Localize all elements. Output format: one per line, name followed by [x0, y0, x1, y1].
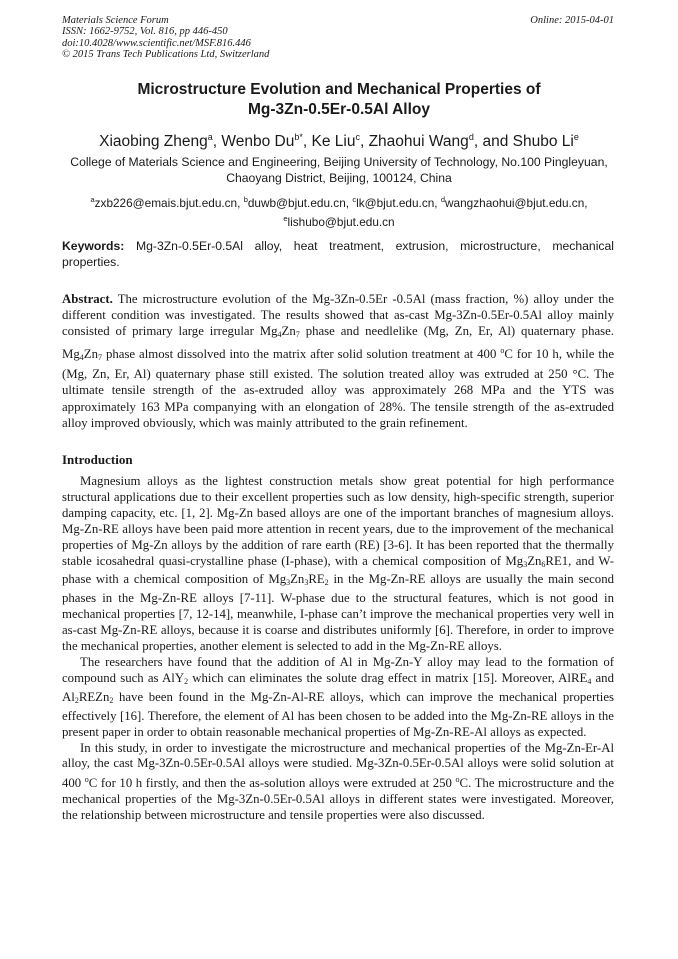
author-name: Xiaobing Zheng — [99, 133, 208, 150]
keywords-label: Keywords: — [62, 239, 125, 253]
author-marker: e — [573, 132, 579, 142]
email-link[interactable]: lishubo@bjut.edu.cn — [287, 215, 395, 229]
copyright-line: © 2015 Trans Tech Publications Ltd, Switzerland — [62, 48, 270, 60]
keywords-text: Mg-3Zn-0.5Er-0.5Al alloy, heat treatment, extrusion, microstructure, mechanical properties. — [62, 239, 614, 269]
email-link[interactable]: duwb@bjut.edu.cn — [247, 196, 346, 210]
email-link[interactable]: lk@bjut.edu.cn — [356, 196, 435, 210]
author-name: Zhaohui Wang — [368, 133, 469, 150]
email-link[interactable]: wangzhaohui@bjut.edu.cn — [445, 196, 585, 210]
introduction-body — [62, 474, 614, 824]
author-name: Ke Liu — [311, 133, 356, 150]
issn-line: ISSN: 1662-9752, Vol. 816, pp 446-450 — [62, 26, 228, 38]
affiliation: College of Materials Science and Engineering, Beijing University of Technology, No.100 Pingleyuan, Chaoyang District, Beijing, 100124, China — [70, 155, 608, 185]
author-name: Shubo Li — [512, 133, 574, 150]
email-list: $^a$zxb226@emais.bjut.edu.cn, $^b$duwb@bjut.edu.cn, $^c$lk@bjut.edu.cn, $^d$wangzhaohui@bjut.edu.cn, $^e$lishubo@bjut.edu.cn — [90, 195, 588, 229]
section-heading-introduction: Introduction — [62, 452, 133, 467]
author-name: Wenbo Du — [221, 133, 295, 150]
author-marker: d — [468, 132, 474, 142]
author-marker: a — [207, 132, 213, 142]
paragraph: Magnesium alloys as the lightest construction metals show great potential for high performance structural applications due to their excellent properties such as low density, high-specific strength, superior damping capacity, etc. [1, 2]. Mg-Zn based alloys are one of the important branches of magnesium alloys. Mg-Zn-RE alloys have been paid more attention in recent years, due to the improvement of the mechanical properties of Mg-Zn alloys by the addition of rare earth (RE) [3-6]. It has been reported that the thermally stable icosahedral quasi-crystalline phase (I-phase), with a chemical composition of $Mg_3Zn_6RE1$, and W-phase with a chemical composition of $Mg_3Zn_3RE_2$ in the Mg-Zn-RE alloys are usually the main second phases in the Mg-Zn-RE alloys [7-11]. W-phase due to the structural features, which is not good in mechanical properties [7, 12-14], meanwhile, I-phase can’t improve the mechanical properties very well in as-cast Mg-Zn-RE alloys, because it is coarse and distributes uniformly [6]. Therefore, in order to improve the mechanical properties, another element is selected to add in the Mg-Zn-RE alloys. — [62, 474, 614, 654]
journal-name: Materials Science Forum — [62, 15, 169, 26]
author-marker: b* — [294, 132, 303, 142]
paragraph: The researchers have found that the addition of Al in Mg-Zn-Y alloy may lead to the formation of compound such as AlY$_2$ which can eliminates the solute drag effect in matrix [15]. Moreover, AlRE$_4$ and $Al_2REZn_2$ have been found in the Mg-Zn-Al-RE alloys, which can improve the mechanical properties effectively [16]. Therefore, the element of Al has been chosen to be added into the Mg-Zn-RE alloys in the present paper in order to obtain reasonable mechanical properties of Mg-Zn-RE-Al alloys as expected. — [62, 654, 614, 739]
title-line-2: Mg-3Zn-0.5Er-0.5Al Alloy — [247, 101, 430, 118]
doi-link[interactable]: doi:10.4028/www.scientific.net/MSF.816.446 — [62, 37, 251, 49]
title-line-1: Microstructure Evolution and Mechanical Properties of — [137, 81, 541, 98]
keywords-section — [62, 238, 614, 270]
journal-header — [62, 15, 269, 60]
email-link[interactable]: zxb226@emais.bjut.edu.cn — [94, 196, 238, 210]
paragraph: In this study, in order to investigate the microstructure and mechanical properties of the Mg-Zn-Er-Al alloy, the cast Mg-3Zn-0.5Er-0.5Al alloys were studied. Mg-3Zn-0.5Er-0.5Al alloys were solid solution at 400 $^o$C for 10 h firstly, and then the as-solution alloys were extruded at 250 $^o$C. The microstructure and the mechanical properties of the Mg-3Zn-0.5Er-0.5Al alloys in different states were investigated. Moreover, the relationship between microstructure and tensile properties were also discussed. — [62, 740, 614, 823]
author-list: Xiaobing Zheng$^a$, Wenbo $Du^{b*}$, Ke Liu$^c$, Zhaohui Wang$^d$, and Shubo Li$^e$ — [99, 132, 579, 150]
abstract-label: Abstract. — [62, 292, 113, 306]
paper-title — [62, 80, 616, 120]
online-date: Online: 2015-04-01 — [530, 15, 614, 26]
author-marker: c — [355, 132, 360, 142]
abstract-section: Abstract. The microstructure evolution of the Mg-3Zn-0.5Er -0.5Al (mass fraction, %) alloy under the different condition was investigated. The results showed that as-cast Mg-3Zn-0.5Er-0.5Al alloy mainly consisted of primary large irregular $Mg_4Zn_7$ phase and needlelike (Mg, Zn, Er, Al) quaternary phase. $Mg_4Zn_7$ phase almost dissolved into the matrix after solid solution treatment at 400 $^o$C for 10 h, while the (Mg, Zn, Er, Al) quaternary phase still existed. The solution treated alloy was extruded at 250 °C. The ultimate tensile strength of the as-extruded alloy was approximately 268 MPa and the YTS was approximately 163 MPa companying with an elongation of 28%. The tensile strength of the as-extruded alloy improved obviously, which was mainly attributed to the grain refinement. — [62, 292, 615, 430]
